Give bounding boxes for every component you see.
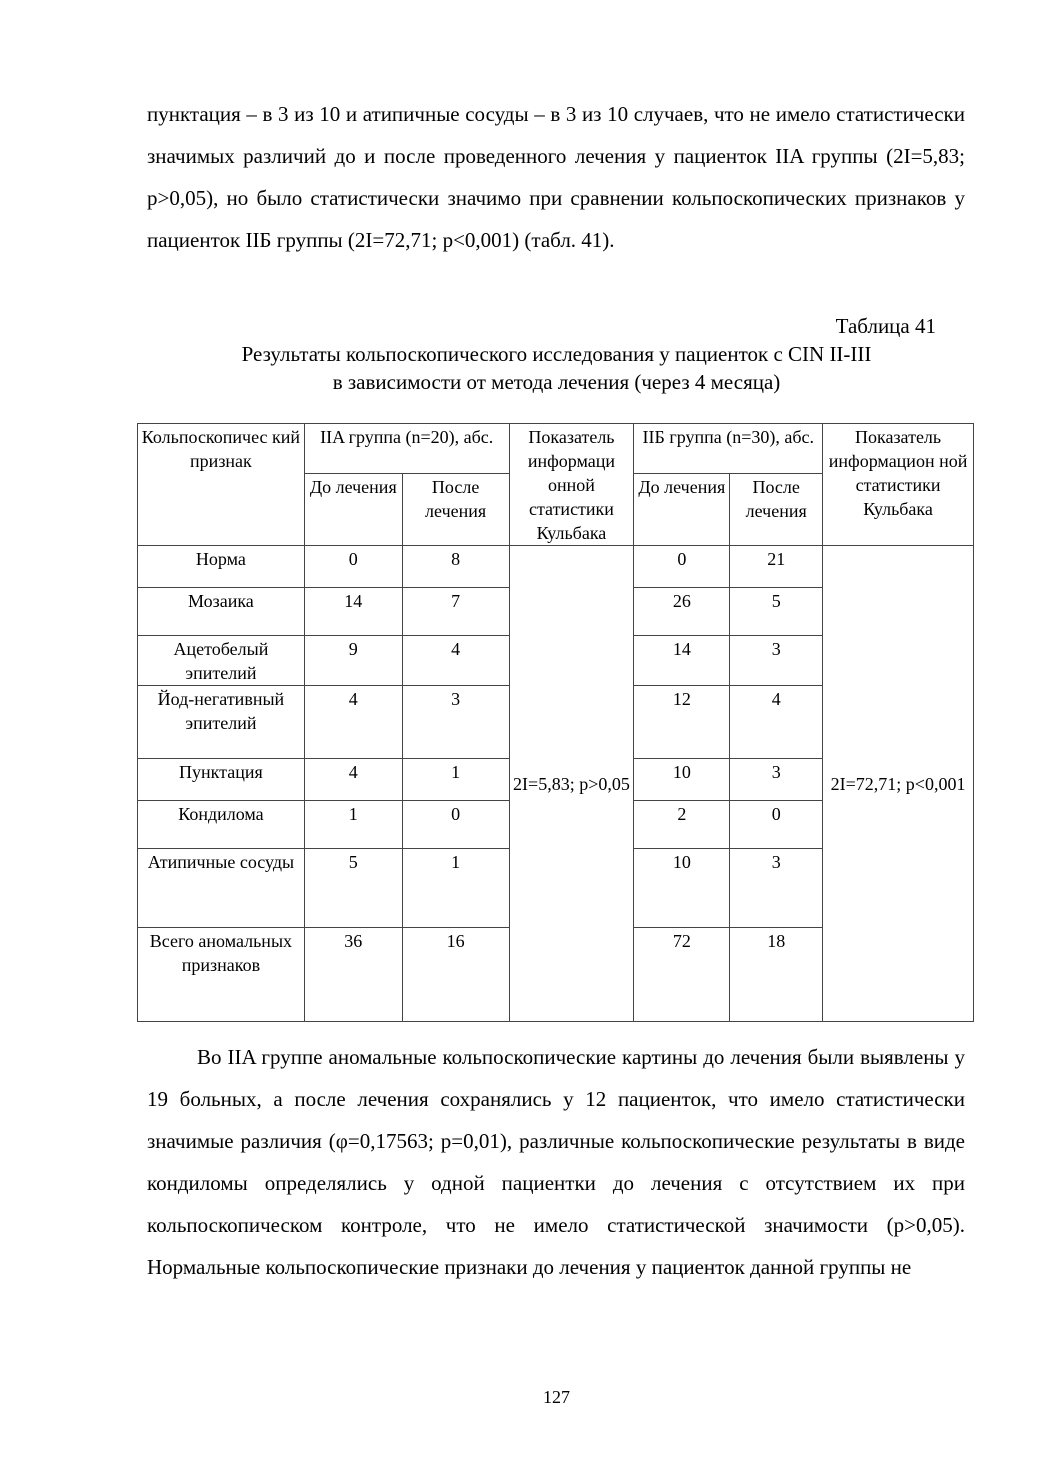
iia-before-value: 1 xyxy=(304,801,402,849)
row-label: Кондилома xyxy=(138,801,305,849)
stat-iia-value: 2I=5,83; p>0,05 xyxy=(509,546,634,1022)
header-group-iib: IIБ группа (n=30), абс. xyxy=(634,424,823,474)
iia-after-value: 16 xyxy=(402,928,509,1022)
iib-after-value: 21 xyxy=(730,546,823,588)
iia-before-value: 4 xyxy=(304,686,402,759)
iia-before-value: 36 xyxy=(304,928,402,1022)
iib-before-value: 26 xyxy=(634,588,730,636)
row-label: Норма xyxy=(138,546,305,588)
intro-paragraph: пунктация – в 3 из 10 и атипичные сосуды – в 3 из 10 случаев, что не имело статистически значимых различий до и после проведенного лечения у пациенток IIA группы (2I=5,83; p>0,05), но было статистически значимо при сравнении кольпоскопических признаков у пациенток IIБ группы (2I=72,71; p<0,001) (табл. 41). xyxy=(147,102,965,252)
iib-before-value: 0 xyxy=(634,546,730,588)
row-label: Всего аномальных признаков xyxy=(138,928,305,1022)
subheader-before-iia: До лечения xyxy=(304,474,402,546)
iia-after-value: 8 xyxy=(402,546,509,588)
iia-before-value: 14 xyxy=(304,588,402,636)
iib-after-value: 0 xyxy=(730,801,823,849)
table-title xyxy=(0,340,1040,396)
iib-before-value: 72 xyxy=(634,928,730,1022)
iib-before-value: 12 xyxy=(634,686,730,759)
row-label: Ацетобелый эпителий xyxy=(138,636,305,686)
iib-after-value: 3 xyxy=(730,759,823,801)
iia-before-value: 4 xyxy=(304,759,402,801)
body-paragraph: Во IIA группе аномальные кольпоскопические картины до лечения были выявлены у 19 больных, а после лечения сохранялись у 12 пациенток, что имело статистически значимые различия (φ=0,17563; p=0,01), различные кольпоскопические результаты в виде кондиломы определялись у одной пациентки до лечения с отсутствием их при кольпоскопическом контроле, что не имело статистической значимости (p>0,05). Нормальные кольпоскопические признаки до лечения у пациенток данной группы не xyxy=(147,1045,965,1279)
iia-after-value: 3 xyxy=(402,686,509,759)
iia-after-value: 7 xyxy=(402,588,509,636)
iib-after-value: 18 xyxy=(730,928,823,1022)
header-colposcopic-sign: Кольпоскопичес кий признак xyxy=(138,424,305,546)
table-row xyxy=(138,546,974,588)
iib-after-value: 4 xyxy=(730,686,823,759)
row-label: Йод-негативный эпителий xyxy=(138,686,305,759)
iia-after-value: 4 xyxy=(402,636,509,686)
iia-before-value: 5 xyxy=(304,849,402,928)
table-label: Таблица 41 xyxy=(835,314,936,338)
iib-after-value: 3 xyxy=(730,636,823,686)
iib-before-value: 10 xyxy=(634,849,730,928)
iia-before-value: 0 xyxy=(304,546,402,588)
iib-after-value: 5 xyxy=(730,588,823,636)
header-group-iia: IIA группа (n=20), абс. xyxy=(304,424,509,474)
subheader-after-iia: После лечения xyxy=(402,474,509,546)
row-label: Мозаика xyxy=(138,588,305,636)
stat-iib-value: 2I=72,71; p<0,001 xyxy=(823,546,974,1022)
iia-before-value: 9 xyxy=(304,636,402,686)
results-table xyxy=(137,423,974,1022)
subheader-before-iib: До лечения xyxy=(634,474,730,546)
iia-after-value: 1 xyxy=(402,849,509,928)
page-number: 127 xyxy=(543,1387,570,1407)
iib-before-value: 14 xyxy=(634,636,730,686)
table-title-line-2: в зависимости от метода лечения (через 4 месяца) xyxy=(332,370,781,394)
row-label: Атипичные сосуды xyxy=(138,849,305,928)
iib-after-value: 3 xyxy=(730,849,823,928)
iia-after-value: 1 xyxy=(402,759,509,801)
table-title-line-1: Результаты кольпоскопического исследования у пациенток с CIN II-III xyxy=(241,342,872,366)
iib-before-value: 2 xyxy=(634,801,730,849)
iia-after-value: 0 xyxy=(402,801,509,849)
header-stat-iib: Показатель информацион ной статистики Кульбака xyxy=(823,424,974,546)
subheader-after-iib: После лечения xyxy=(730,474,823,546)
header-stat-iia: Показатель информаци онной статистики Кульбака xyxy=(509,424,634,546)
row-label: Пунктация xyxy=(138,759,305,801)
iib-before-value: 10 xyxy=(634,759,730,801)
